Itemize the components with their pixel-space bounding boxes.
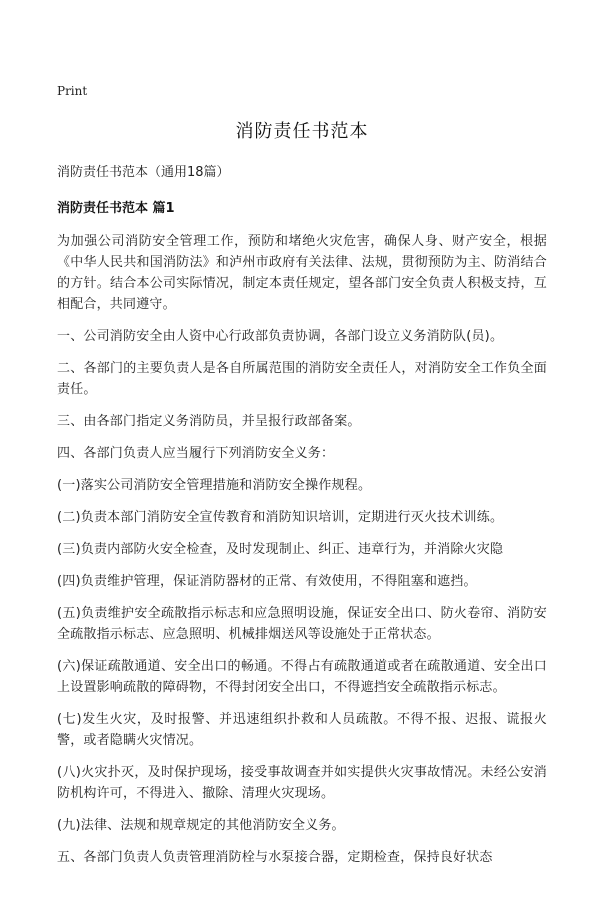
paragraph-clause-3: 三、由各部门指定义务消防员，并呈报行政部备案。 (57, 414, 361, 429)
paragraph-duty-2: (二)负责本部门消防安全宣传教育和消防知识培训，定期进行灭火技术训练。 (57, 510, 504, 525)
document-page (57, 117, 547, 879)
document-title: 消防责任书范本 (235, 121, 369, 142)
paragraph-duty-3: (三)负责内部防火安全检查，及时发现制止、纠正、违章行为，并消除火灾隐 (57, 542, 504, 557)
paragraph-duty-1: (一)落实公司消防安全管理措施和消防安全操作规程。 (57, 478, 372, 493)
paragraph-duty-8: (八)火灾扑灭，及时保护现场，接受事故调查并如实提供火灾事故情况。未经公安消防机构许可，不得进入、撤除、清理火灾现场。 (57, 765, 547, 801)
document-subtitle: 消防责任书范本（通用18篇） (57, 165, 230, 180)
paragraph-clause-5: 五、各部门负责人负责管理消防栓与水泵接合器，定期检查，保持良好状态 (57, 850, 493, 865)
paragraph-clause-4: 四、各部门负责人应当履行下列消防安全义务： (57, 446, 335, 461)
paragraph-intro: 为加强公司消防安全管理工作，预防和堵绝火灾危害，确保人身、财产安全，根据《中华人民共和国消防法》和泸州市政府有关法律、法规，贯彻预防为主、防消结合的方针。结合本公司实际情况，制定本责任规定，望各部门安全负责人积极支持，互相配合，共同遵守。 (57, 234, 547, 312)
paragraph-duty-9: (九)法律、法规和规章规定的其他消防安全义务。 (57, 818, 345, 833)
paragraph-duty-5: (五)负责维护安全疏散指示标志和应急照明设施，保证安全出口、防火卷帘、消防安全疏散指示标志、应急照明、机械排烟送风等设施处于正常状态。 (57, 606, 547, 642)
paragraph-clause-1: 一、公司消防安全由人资中心行政部负责协调，各部门设立义务消防队(员)。 (57, 329, 504, 344)
paragraph-duty-4: (四)负责维护管理，保证消防器材的正常、有效使用，不得阻塞和遮挡。 (57, 574, 477, 589)
paragraph-duty-7: (七)发生火灾，及时报警、并迅速组织扑救和人员疏散。不得不报、迟报、谎报火警，或者隐瞒火灾情况。 (57, 712, 547, 748)
paragraph-duty-6: (六)保证疏散通道、安全出口的畅通。不得占有疏散通道或者在疏散通道、安全出口上设置影响疏散的障碍物，不得封闭安全出口，不得遮挡安全疏散指示标志。 (57, 659, 547, 695)
section-heading: 消防责任书范本 篇1 (57, 201, 175, 216)
paragraph-clause-2: 二、各部门的主要负责人是各自所属范围的消防安全责任人，对消防安全工作负全面责任。 (57, 361, 547, 397)
print-label: Print (57, 84, 88, 98)
